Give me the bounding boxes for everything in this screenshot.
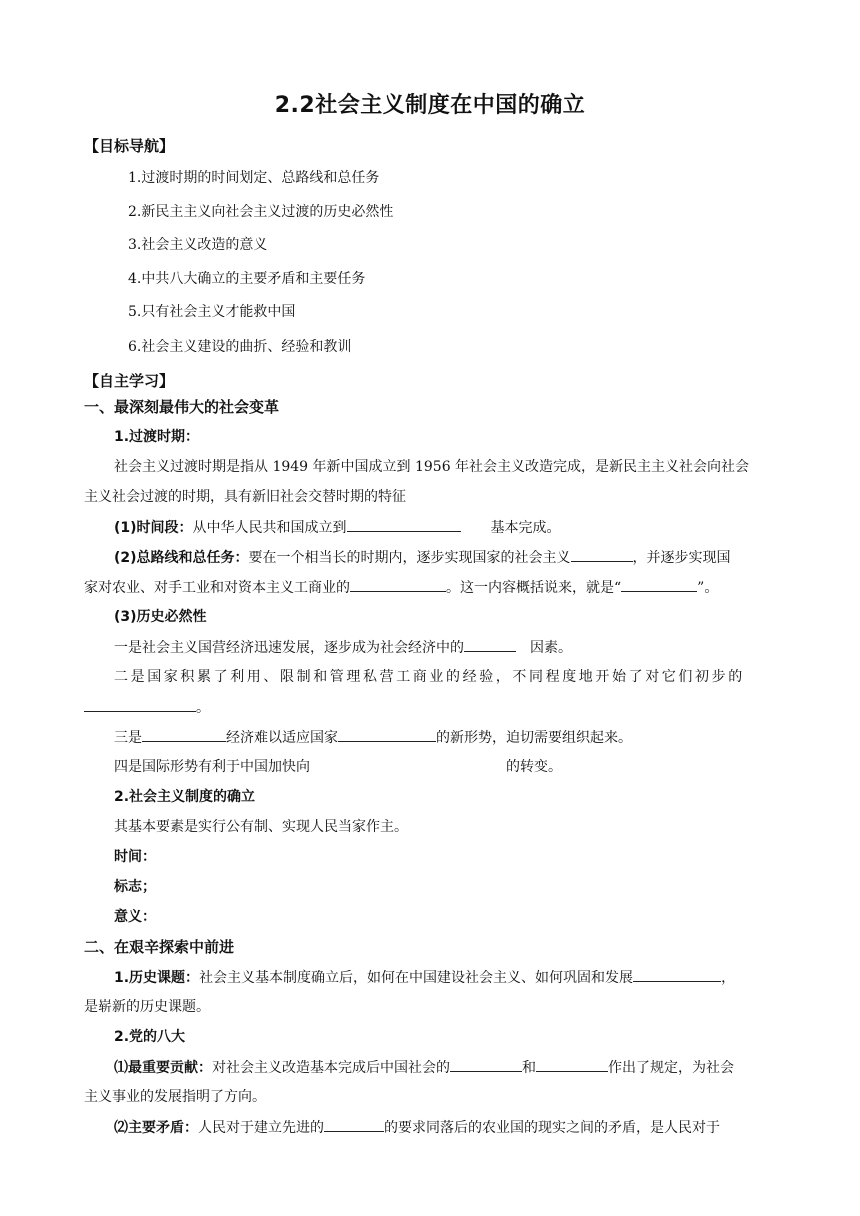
necessity-line: 二是国家积累了利用、限制和管理私营工商业的经验，不同程度地开始了对它们初步的	[114, 669, 745, 685]
time-period-label: (1)时间段：	[114, 520, 193, 536]
necessity-text: 因素。	[530, 640, 572, 656]
fill-blank[interactable]	[347, 517, 461, 532]
general-line-line	[114, 547, 731, 568]
study-heading: 【自主学习】	[84, 372, 175, 390]
fill-blank[interactable]	[338, 727, 436, 742]
goal-item: 6.社会主义建设的曲折、经验和教训	[128, 339, 352, 355]
sign-label: 标志；	[114, 879, 156, 895]
general-line-text: ”。	[697, 580, 719, 596]
history-topic-label: 1.历史课题：	[114, 970, 200, 986]
necessity-text: 的转变。	[506, 759, 562, 775]
goal-item: 5.只有社会主义才能救中国	[128, 304, 296, 320]
necessity-text: 四是国际形势有利于中国加快向	[114, 759, 310, 775]
subsection-title: 1.过渡时期：	[114, 429, 200, 445]
goal-item: 4.中共八大确立的主要矛盾和主要任务	[128, 271, 366, 287]
fill-blank[interactable]	[84, 697, 196, 712]
subsection-title: 2.党的八大	[114, 1029, 186, 1045]
necessity-line	[114, 727, 632, 748]
necessity-text: 。	[196, 700, 210, 716]
history-topic-text: ，	[721, 970, 736, 986]
goal-item: 2.新民主主义向社会主义过渡的历史必然性	[128, 204, 394, 220]
meaning-label: 意义：	[114, 909, 156, 925]
fill-blank[interactable]	[142, 727, 226, 742]
goal-item: 3.社会主义改造的意义	[128, 237, 268, 253]
general-line-text: 要在一个相当长的时期内，逐步实现国家的社会主义	[248, 550, 571, 566]
subsection-title: 2.社会主义制度的确立	[114, 789, 256, 805]
contribution-line	[114, 1057, 734, 1078]
paragraph-line: 主义社会过渡的时期，具有新旧社会交替时期的特征	[84, 489, 406, 505]
necessity-line	[84, 697, 210, 718]
fill-blank[interactable]	[464, 637, 516, 652]
conflict-line	[114, 1117, 720, 1138]
page-title: 2.2社会主义制度在中国的确立	[274, 93, 586, 118]
general-line-text: 家对农业、对手工业和对资本主义工商业的	[84, 580, 350, 596]
fill-blank[interactable]	[633, 967, 721, 982]
paragraph-line: 其基本要素是实行公有制、实现人民当家作主。	[114, 819, 408, 835]
contribution-label: ⑴最重要贡献：	[114, 1060, 212, 1076]
general-line-text: 。这一内容概括说来，就是“	[446, 580, 622, 596]
history-topic-line	[114, 967, 735, 988]
paragraph-line: 主义事业的发展指明了方向。	[84, 1089, 266, 1105]
history-topic-text: 社会主义基本制度确立后，如何在中国建设社会主义、如何巩固和发展	[199, 970, 634, 986]
fill-blank[interactable]	[324, 1117, 384, 1132]
fill-blank[interactable]	[350, 577, 446, 592]
section-title: 一、最深刻最伟大的社会变革	[84, 398, 280, 416]
conflict-text: 的要求同落后的农业国的现实之间的矛盾，是人民对于	[384, 1120, 720, 1136]
time-label: 时间：	[114, 849, 156, 865]
conflict-label: ⑵主要矛盾：	[114, 1120, 198, 1136]
time-period-text: 从中华人民共和国成立到	[192, 520, 347, 536]
goal-item: 1.过渡时期的时间划定、总路线和总任务	[128, 170, 380, 186]
necessity-line	[114, 757, 562, 777]
section-title: 二、在艰辛探索中前进	[84, 938, 235, 956]
goals-heading: 【目标导航】	[84, 137, 175, 155]
general-line-line	[84, 577, 718, 598]
contribution-text: 对社会主义改造基本完成后中国社会的	[212, 1060, 450, 1076]
necessity-line	[114, 637, 572, 658]
general-line-label: (2)总路线和总任务：	[114, 550, 249, 566]
fill-blank[interactable]	[621, 577, 697, 592]
fill-blank[interactable]	[536, 1057, 608, 1072]
necessity-text: 一是社会主义国营经济迅速发展，逐步成为社会经济中的	[114, 640, 464, 656]
conflict-text: 人民对于建立先进的	[198, 1120, 324, 1136]
paragraph-line: 社会主义过渡时期是指从 1949 年新中国成立到 1956 年社会主义改造完成，是新民主主义社会向社会	[114, 459, 750, 475]
general-line-text: ，并逐步实现国	[632, 550, 731, 566]
contribution-text: 和	[522, 1060, 536, 1076]
contribution-text: 作出了规定，为社会	[608, 1060, 734, 1076]
necessity-label: (3)历史必然性	[114, 609, 207, 625]
time-period-end: 基本完成。	[490, 520, 561, 536]
necessity-text: 的新形势，迫切需要组织起来。	[436, 730, 632, 746]
fill-blank[interactable]	[450, 1057, 522, 1072]
fill-blank[interactable]	[571, 547, 633, 562]
necessity-text: 三是	[114, 730, 142, 746]
necessity-text: 经济难以适应国家	[226, 730, 338, 746]
time-period-line	[114, 517, 561, 538]
paragraph-line: 是崭新的历史课题。	[84, 999, 210, 1015]
